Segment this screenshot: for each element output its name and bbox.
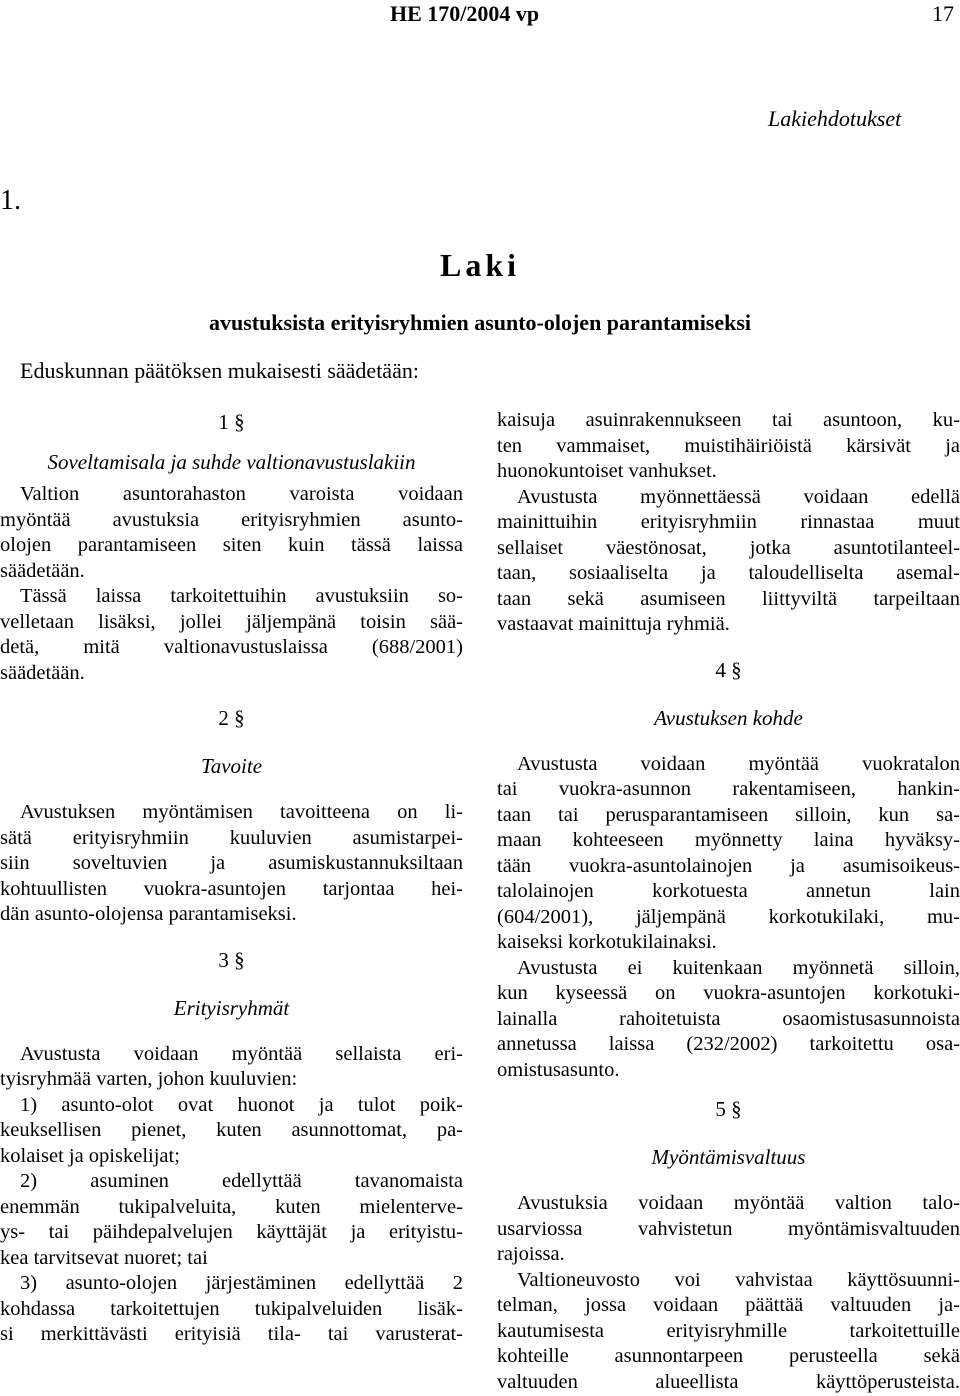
text-line: Valtion asuntorahaston varoista voidaan: [20, 483, 463, 505]
right-column: [497, 408, 960, 1395]
section-number: 2: [218, 706, 229, 730]
text-line: Avustusta myönnettäessä voidaan edellä: [517, 485, 960, 508]
enacting-clause: Eduskunnan päätöksen mukaisesti säädetään:: [20, 358, 419, 383]
section-sign: §: [234, 947, 245, 972]
text-line: Avustuksen myöntämisen tavoitteena on li-: [20, 801, 463, 823]
text-line: kohtuullisten vuokra-asuntojen tarjontaa hei-: [0, 877, 463, 900]
text-line: dän asunto-olojensa parantamiseksi.: [0, 903, 297, 925]
text-line: kea tarvitsevat nuoret; tai: [0, 1246, 208, 1269]
text-line: usarviossa vahvistetun myöntämisvaltuuden: [497, 1217, 960, 1240]
section-1-paragraph-1: [0, 482, 463, 584]
text-line: Avustusta voidaan myöntää sellaista eri-: [20, 1042, 463, 1065]
text-line: valtuuden alueellista käyttöperusteista.: [497, 1370, 960, 1393]
text-line: ys- tai päihdepalvelujen käyttäjät ja erityistu-: [0, 1221, 463, 1243]
text-line: tyisryhmää varten, johon kuuluvien:: [0, 1068, 298, 1090]
section-sign: §: [234, 410, 245, 434]
section-4-number: [497, 656, 960, 684]
text-line: kohdassa tarkoitettujen tukipalveluiden lisäk-: [0, 1297, 463, 1320]
section-number: 4: [715, 657, 726, 682]
section-number: 1: [218, 410, 229, 434]
section-1-heading: Soveltamisala ja suhde valtionavustuslakiin: [47, 450, 416, 474]
section-5-number: [497, 1095, 960, 1123]
text-line: tai vuokra-asunnon rakentamiseen, hankin-: [497, 778, 960, 800]
text-line: olojen parantamiseen siten kuin tässä laissa: [0, 534, 463, 556]
text-line: myöntää avustuksia erityisryhmien asunto-: [0, 508, 463, 531]
section-2-paragraph-1: [0, 800, 463, 928]
page-number: 17: [932, 1, 954, 26]
text-line: 1) asunto-olot ovat huonot ja tulot poik-: [20, 1093, 463, 1116]
text-line: Avustusta voidaan myöntää vuokratalon: [517, 752, 960, 775]
section-5-paragraph-1: [497, 1191, 960, 1268]
section-3-number: [0, 946, 463, 974]
text-line: taan, sosiaaliselta ja taloudelliselta asemal-: [497, 562, 960, 584]
section-number: 5: [715, 1097, 726, 1121]
text-line: talolainojen korkotuesta annetun lain: [497, 880, 960, 902]
text-line: kolaiset ja opiskelijat;: [0, 1144, 180, 1167]
section-sign: §: [731, 657, 742, 682]
text-line: si merkittävästi erityisiä tila- tai varusterat-: [0, 1323, 463, 1345]
text-line: vastaavat mainittuja ryhmiä.: [497, 613, 730, 635]
law-heading: Laki: [439, 247, 521, 283]
section-number: 3: [218, 947, 229, 972]
text-line: enemmän tukipalveluita, kuten mielenterve-: [0, 1195, 463, 1218]
section-4-paragraph-2: [497, 956, 960, 1084]
section-3-paragraph-2: [497, 485, 960, 638]
section-2-number: [0, 704, 463, 732]
text-line: siin soveltuvien ja asumiskustannuksiltaan: [0, 852, 463, 874]
text-line: kohteille asunnontarpeen perusteella sekä: [497, 1345, 960, 1367]
text-line: telman, jossa voidaan päättää valtuuden ja-: [497, 1294, 960, 1316]
text-line: Avustuksia voidaan myöntää valtion talo-: [517, 1192, 960, 1214]
text-line: rajoissa.: [497, 1243, 565, 1265]
text-line: keuksellisen pienet, kuten asunnottomat, pa-: [0, 1119, 463, 1141]
text-line: taan tai perusparantamiseen silloin, kun sa-: [497, 803, 960, 826]
section-sign: §: [234, 706, 245, 730]
text-line: mainittuihin erityisryhmiin rinnastaa muut: [497, 511, 960, 533]
text-line: lainalla rahoitetuista osaomistusasunnoista: [497, 1007, 960, 1030]
text-line: Avustusta ei kuitenkaan myönnetä silloin,: [517, 956, 960, 979]
text-line: detä, mitä valtionavustuslaissa (688/2001): [0, 636, 463, 658]
text-line: sätä erityisryhmiin kuuluvien asumistarpei-: [0, 826, 463, 849]
text-line: kaiseksi korkotukilainaksi.: [497, 931, 717, 953]
text-line: kaisuja asuinrakennukseen tai asuntoon, ku-: [497, 409, 960, 431]
section-5-heading: Myöntämisvaltuus: [651, 1145, 806, 1169]
text-line: velletaan lisäksi, jollei jäljempänä toisin sää-: [0, 610, 463, 633]
section-1-paragraph-2: [0, 584, 463, 686]
section-1-number: [0, 408, 463, 436]
section-3-heading: Erityisryhmät: [173, 995, 290, 1020]
text-line: ten vammaiset, muistihäiriöistä kärsivät ja: [497, 434, 960, 457]
text-line: 2) asuminen edellyttää tavanomaista: [20, 1170, 463, 1192]
proposal-number: 1.: [0, 185, 21, 216]
section-sign: §: [731, 1097, 742, 1121]
section-2-heading: Tavoite: [200, 754, 263, 778]
document-header-title: HE 170/2004 vp: [390, 1, 540, 26]
text-line: Tässä laissa tarkoitettuihin avustuksiin so-: [20, 585, 463, 607]
section-5-paragraph-2: [497, 1268, 960, 1396]
text-line: kun kyseessä on vuokra-asuntojen korkotuki-: [497, 982, 960, 1004]
section-4-heading: Avustuksen kohde: [654, 705, 803, 730]
section-3-paragraph-continued: [497, 408, 960, 485]
section-label: Lakiehdotukset: [768, 106, 902, 131]
text-line: säädetään.: [0, 559, 85, 582]
text-line: sellaiset väestönosat, jotka asuntotilanteel-: [497, 536, 960, 559]
text-line: Valtioneuvosto voi vahvistaa käyttösuunni-: [517, 1268, 960, 1291]
text-line: kautumisesta erityisryhmille tarkoitettuille: [497, 1319, 960, 1342]
text-line: huonokuntoiset vanhukset.: [497, 460, 717, 482]
text-line: (604/2001), jäljempänä korkotukilaki, mu-: [497, 905, 960, 928]
text-line: tään vuokra-asuntolainojen ja asumisoikeus-: [497, 854, 960, 877]
section-4-paragraph-1: [497, 752, 960, 956]
text-line: maan kohteeseen myönnetty laina hyväksy-: [497, 829, 960, 851]
text-line: 3) asunto-olojen järjestäminen edellyttää 2: [20, 1272, 463, 1294]
law-title: avustuksista erityisryhmien asunto-olojen parantamiseksi: [208, 310, 752, 335]
text-line: omistusasunto.: [497, 1058, 620, 1081]
text-line: taan sekä asumiseen liittyviltä tarpeiltaan: [497, 587, 960, 610]
text-line: annetussa laissa (232/2002) tarkoitettu osa-: [497, 1033, 960, 1055]
text-line: säädetään.: [0, 661, 85, 684]
left-column: [0, 408, 463, 1348]
section-3-paragraph-1: [0, 1042, 463, 1348]
